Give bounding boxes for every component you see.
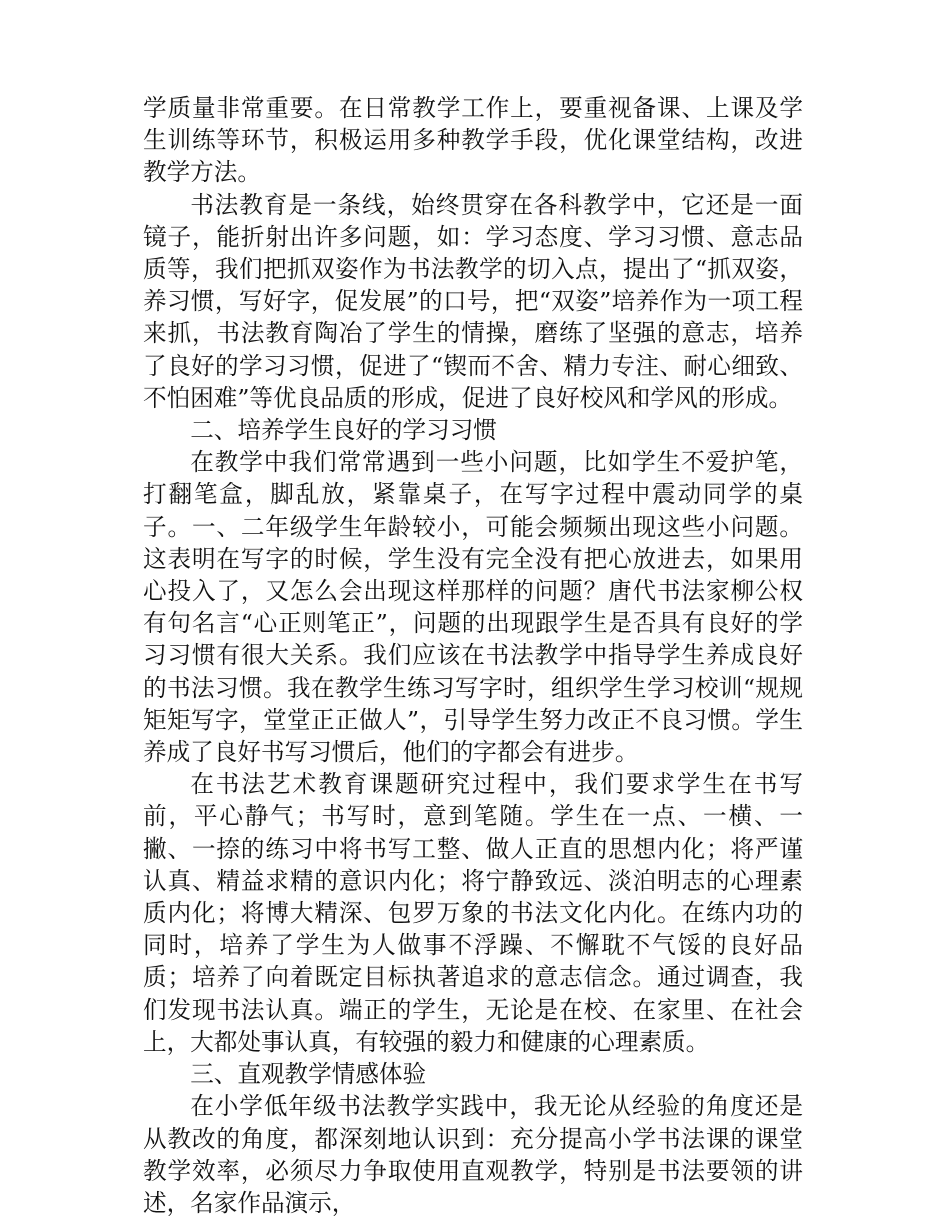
section-heading: 三、直观教学情感体验	[190, 1060, 427, 1089]
section-heading: 二、培养学生良好的学习习惯	[190, 416, 497, 445]
paragraph-body: 书法教育是一条线，始终贯穿在各科教学中，它还是一面镜子，能折射出许多问题，如：学习态度、学习习惯、意志品质等，我们把抓双姿作为书法教学的切入点，提出了“抓双姿，养习惯，写好字，促发展”的口号，把“双姿”培养作为一项工程来抓，书法教育陶冶了学生的情操，磨练了坚强的意志，培养了良好的学习习惯，促进了“锲而不舍、精力专注、耐心细致、不怕困难”等优良品质的形成，促进了良好校风和学风的形成。	[143, 190, 803, 412]
paragraph-body: 在小学低年级书法教学实践中，我无论从经验的角度还是从教改的角度，都深刻地认识到：充分提高小学书法课的课堂教学效率，必须尽力争取使用直观教学，特别是书法要领的讲述，名家作品演示，	[143, 1092, 803, 1217]
paragraph-body: 在教学中我们常常遇到一些小问题，比如学生不爱护笔，打翻笔盒，脚乱放，紧靠桌子，在写字过程中震动同学的桌子。一、二年级学生年龄较小，可能会频频出现这些小问题。这表明在写字的时候，学生没有完全没有把心放进去，如果用心投入了，又怎么会出现这样那样的问题？唐代书法家柳公权有句名言“心正则笔正”，问题的出现跟学生是否具有良好的学习习惯有很大关系。我们应该在书法教学中指导学生养成良好的书法习惯。我在教学生练习写字时，组织学生学习校训“规规矩矩写字，堂堂正正做人”，引导学生努力改正不良习惯。学生养成了良好书写习惯后，他们的字都会有进步。	[143, 448, 803, 767]
document-page	[143, 92, 803, 1219]
paragraph-body: 在书法艺术教育课题研究过程中，我们要求学生在书写前，平心静气；书写时，意到笔随。学生在一点、一横、一撇、一捺的练习中将书写工整、做人正直的思想内化；将严谨认真、精益求精的意识内化；将宁静致远、淡泊明志的心理素质内化；将博大精深、包罗万象的书法文化内化。在练内功的同时，培养了学生为人做事不浮躁、不懈耽不气馁的良好品质；培养了向着既定目标执著追求的意志信念。通过调查，我们发现书法认真。端正的学生，无论是在校、在家里、在社会上，大都处事认真，有较强的毅力和健康的心理素质。	[143, 770, 803, 1056]
paragraph-continuation: 学质量非常重要。在日常教学工作上，要重视备课、上课及学生训练等环节，积极运用多种教学手段，优化课堂结构，改进教学方法。	[143, 94, 803, 187]
